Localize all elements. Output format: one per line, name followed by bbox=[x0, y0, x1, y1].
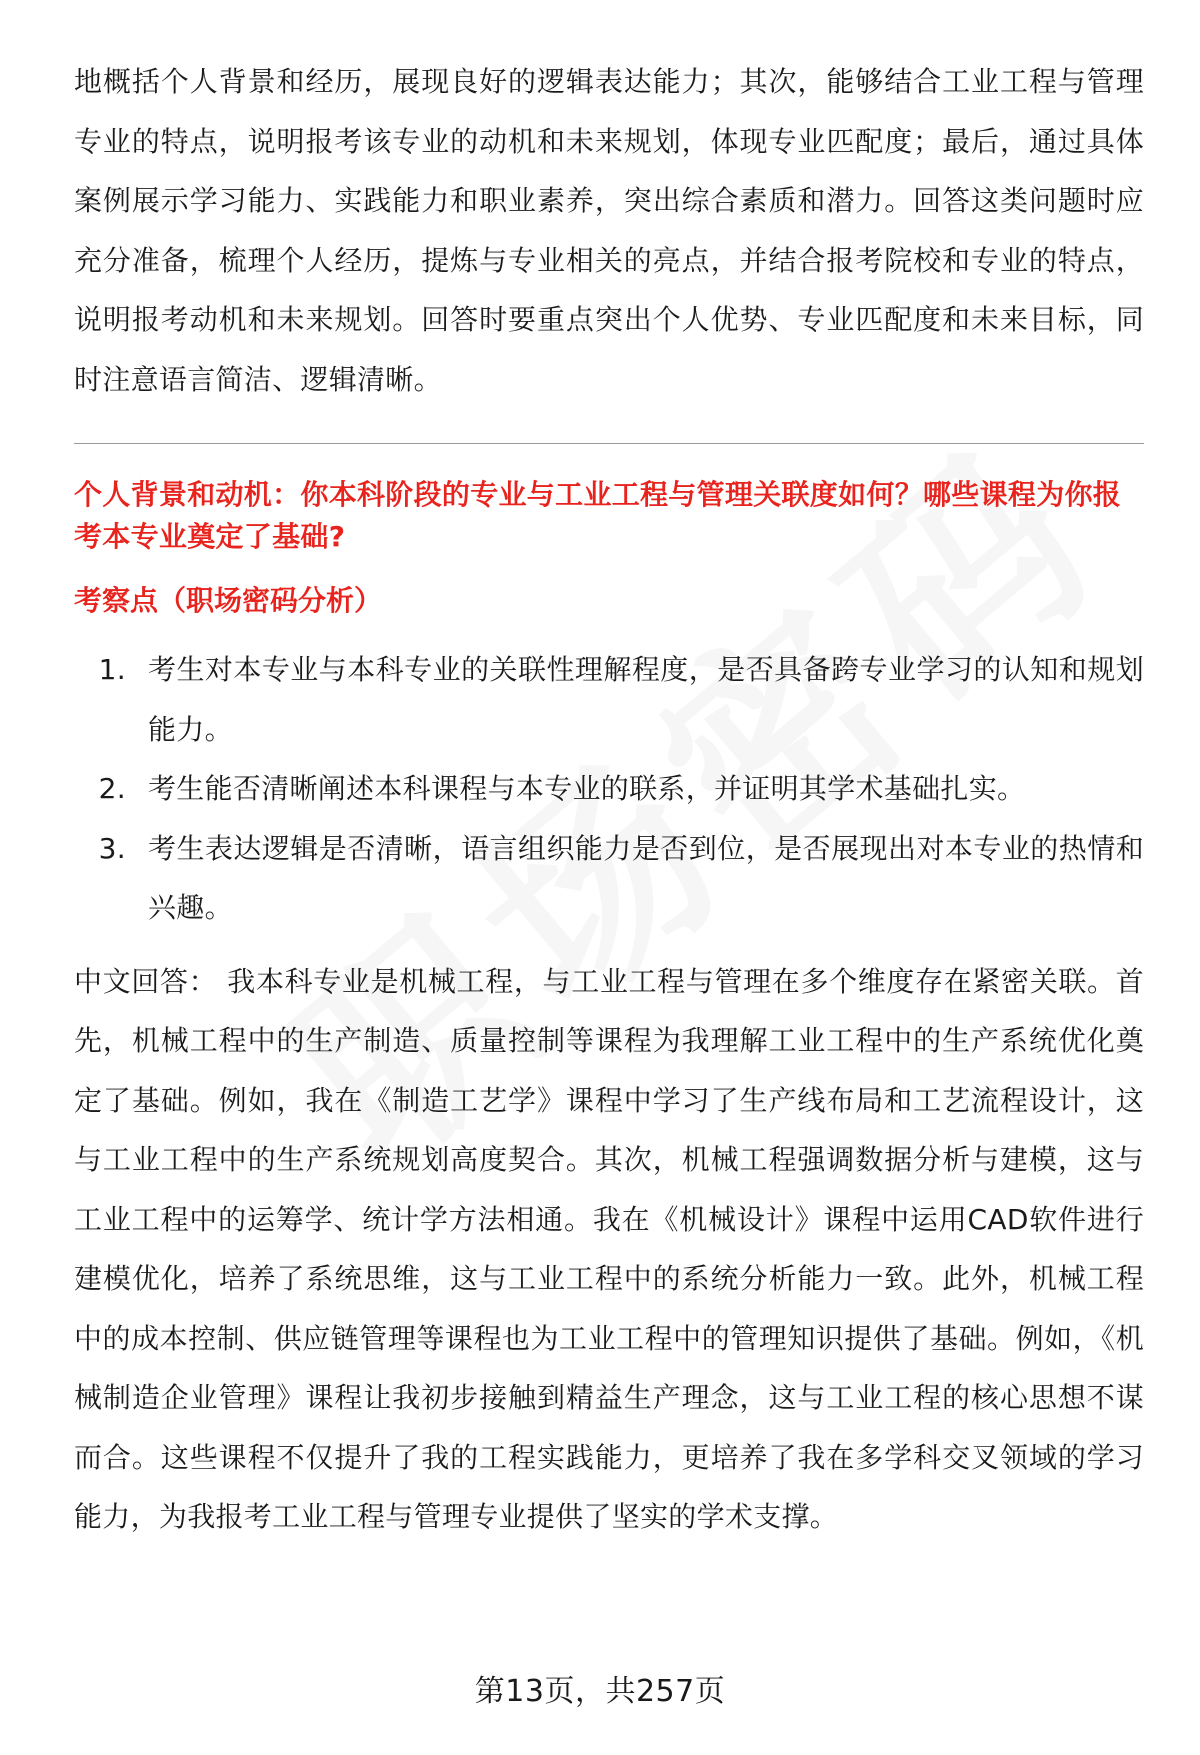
list-item-text: 考生对本专业与本科专业的关联性理解程度，是否具备跨专业学习的认知和规划能力。 bbox=[148, 653, 1144, 746]
page-number-footer: 第13页，共257页 bbox=[474, 1674, 726, 1709]
intro-paragraph: 地概括个人背景和经历，展现良好的逻辑表达能力；其次，能够结合工业工程与管理专业的特点，说明报考该专业的动机和未来规划，体现专业匹配度；最后，通过具体案例展示学习能力、实践能力和职业素养，突出综合素质和潜力。回答这类问题时应充分准备，梳理个人经历，提炼与专业相关的亮点，并结合报考院校和专业的特点，说明报考动机和未来规划。回答时要重点突出个人优势、专业匹配度和未来目标，同时注意语言简洁、逻辑清晰。 bbox=[74, 65, 1144, 396]
list-item-number: 1. bbox=[98, 653, 126, 686]
list-item bbox=[74, 640, 1144, 759]
list-item bbox=[74, 819, 1144, 938]
list-item bbox=[74, 759, 1144, 819]
answer-label: 中文回答： bbox=[74, 964, 218, 998]
assessment-points-list bbox=[74, 640, 1144, 938]
list-item-text: 考生能否清晰阐述本科课程与本专业的联系，并证明其学术基础扎实。 bbox=[148, 772, 1026, 805]
section-divider bbox=[74, 443, 1144, 444]
answer-text: 我本科专业是机械工程，与工业工程与管理在多个维度存在紧密关联。首先，机械工程中的生产制造、质量控制等课程为我理解工业工程中的生产系统优化奠定了基础。例如，我在《制造工艺学》课程中学习了生产线布局和工艺流程设计，这与工业工程中的生产系统规划高度契合。其次，机械工程强调数据分析与建模，这与工业工程中的运筹学、统计学方法相通。我在《机械设计》课程中运用CAD软件进行建模优化，培养了系统思维，这与工业工程中的系统分析能力一致。此外，机械工程中的成本控制、供应链管理等课程也为工业工程中的管理知识提供了基础。例如，《机械制造企业管理》课程让我初步接触到精益生产理念，这与工业工程的核心思想不谋而合。这些课程不仅提升了我的工程实践能力，更培养了我在多学科交叉领域的学习能力，为我报考工业工程与管理专业提供了坚实的学术支撑。 bbox=[74, 964, 1144, 1533]
list-item-text: 考生表达逻辑是否清晰，语言组织能力是否到位，是否展现出对本专业的热情和兴趣。 bbox=[148, 831, 1144, 924]
document-page bbox=[74, 52, 1144, 1547]
list-item-number: 3. bbox=[98, 831, 126, 865]
answer-paragraph bbox=[74, 952, 1144, 1547]
question-heading: 个人背景和动机：你本科阶段的专业与工业工程与管理关联度如何？哪些课程为你报考本专业奠定了基础? bbox=[74, 478, 1122, 553]
assessment-points-label: 考察点（职场密码分析） bbox=[74, 584, 383, 617]
list-item-number: 2. bbox=[98, 772, 126, 805]
